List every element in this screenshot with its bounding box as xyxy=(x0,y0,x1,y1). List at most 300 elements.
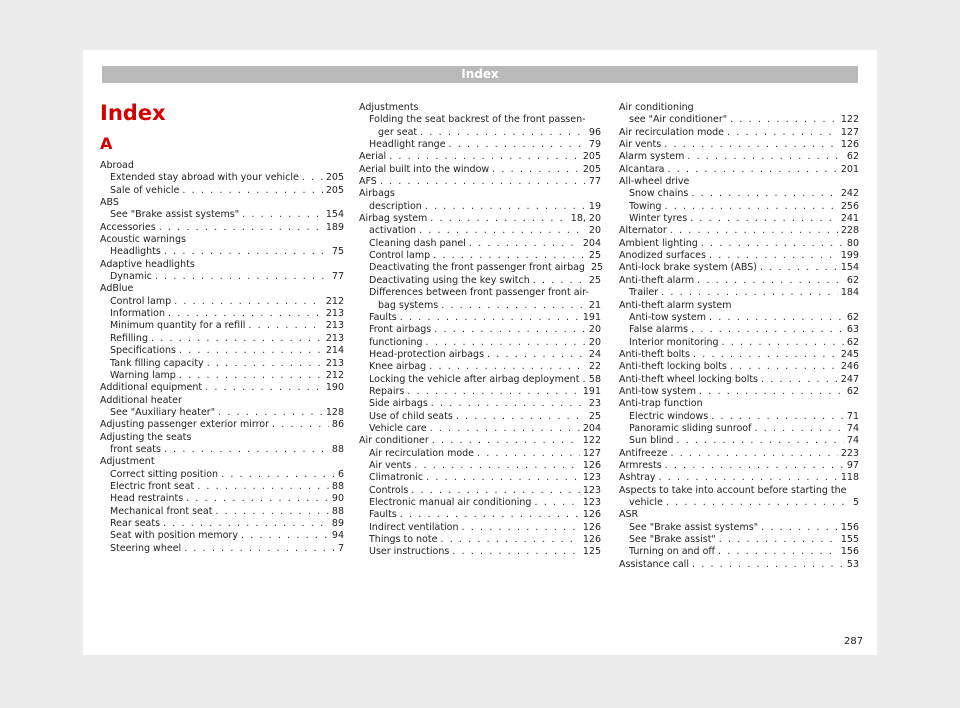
index-entry-page: 123 xyxy=(582,484,601,496)
index-entry xyxy=(359,225,601,237)
index-entry-term: Anti-tow system xyxy=(629,311,706,323)
index-entry-term: Ashtray xyxy=(619,472,656,484)
dot-leader xyxy=(179,345,323,357)
index-heading: Air conditioning xyxy=(619,102,694,113)
dot-leader xyxy=(687,151,844,163)
index-entry-page: 20 xyxy=(588,324,601,336)
index-entry-term: Air vents xyxy=(619,139,662,151)
index-entry-page: 212 xyxy=(325,369,344,381)
dot-leader xyxy=(163,518,329,530)
index-entry xyxy=(619,312,859,324)
dot-leader xyxy=(411,485,580,497)
index-entry-term: Minimum quantity for a refill xyxy=(110,320,246,332)
index-entry-term: See "Brake assist" xyxy=(629,534,716,546)
index-entry-term: Use of child seats xyxy=(369,410,453,422)
index-entry-term: User instructions xyxy=(369,546,450,558)
index-entry-term: Seat with position memory xyxy=(110,530,238,542)
dot-leader xyxy=(159,222,323,234)
index-entry xyxy=(619,472,859,484)
index-entry xyxy=(619,448,859,460)
index-entry-term: Locking the vehicle after airbag deployment xyxy=(369,373,580,385)
dot-leader xyxy=(389,151,580,163)
index-entry-page: 53 xyxy=(846,558,859,570)
dot-leader xyxy=(730,114,838,126)
index-entry-page: 204 xyxy=(582,422,601,434)
dot-leader xyxy=(462,522,580,534)
dot-leader xyxy=(182,185,322,197)
dot-leader xyxy=(400,312,580,324)
index-entry-page: 125 xyxy=(582,546,601,558)
index-entry-page: 62 xyxy=(846,311,859,323)
dot-leader xyxy=(207,358,323,370)
index-entry-term: Head-protection airbags xyxy=(369,348,485,360)
index-entry xyxy=(359,411,601,423)
index-entry xyxy=(359,485,601,497)
dot-leader xyxy=(701,238,844,250)
index-entry-page: 205 xyxy=(582,163,601,175)
index-entry xyxy=(619,559,859,571)
index-entry-page: 190 xyxy=(325,382,344,394)
index-entry xyxy=(100,493,344,505)
index-heading: AdBlue xyxy=(100,283,134,295)
index-entry-page: 96 xyxy=(588,126,601,138)
dot-leader xyxy=(430,423,580,435)
index-entry-term: Control lamp xyxy=(110,295,172,307)
index-entry-term: Knee airbag xyxy=(369,361,427,373)
index-entry-term: Side airbags xyxy=(369,398,428,410)
dot-leader xyxy=(425,201,586,213)
index-entry-term: functioning xyxy=(369,336,423,348)
index-entry xyxy=(619,546,859,558)
index-entry xyxy=(619,114,859,126)
dot-leader xyxy=(691,324,844,336)
index-entry-page: 74 xyxy=(846,422,859,434)
index-entry-page: 6 xyxy=(337,468,344,480)
index-entry-page: 127 xyxy=(582,447,601,459)
dot-leader xyxy=(168,308,323,320)
index-entry-term: Vehicle care xyxy=(369,422,427,434)
index-entry xyxy=(100,481,344,493)
index-heading: Anti-theft alarm system xyxy=(619,299,732,311)
dot-leader xyxy=(186,493,329,505)
dot-leader xyxy=(666,497,850,509)
dot-leader xyxy=(242,209,323,221)
index-entry-page: 246 xyxy=(840,361,859,373)
dot-leader xyxy=(426,472,580,484)
index-entry xyxy=(359,337,601,349)
index-entry-term: Cleaning dash panel xyxy=(369,237,466,249)
index-entry-page: 122 xyxy=(582,435,601,447)
index-entry-term: description xyxy=(369,200,422,212)
index-entry-page: 199 xyxy=(840,250,859,262)
index-entry-page: 213 xyxy=(325,357,344,369)
index-entry-term: Alternator xyxy=(619,225,667,237)
index-entry-term: Sale of vehicle xyxy=(110,184,180,196)
dot-leader xyxy=(434,324,586,336)
index-entry-term: Climatronic xyxy=(369,472,424,484)
index-entry-page: 201 xyxy=(840,163,859,175)
index-entry xyxy=(100,419,344,431)
index-entry-page: 79 xyxy=(588,139,601,151)
page-number: 287 xyxy=(844,636,864,647)
index-entry xyxy=(100,444,344,456)
index-entry-page: 184 xyxy=(840,287,859,299)
index-heading: Airbags xyxy=(359,188,395,200)
dot-leader xyxy=(420,127,586,139)
index-entry-page: 23 xyxy=(588,398,601,410)
index-entry xyxy=(359,374,601,386)
index-entry-page: 74 xyxy=(846,435,859,447)
index-entry-term: Additional equipment xyxy=(100,382,203,394)
index-entry-term: Towing xyxy=(629,200,662,212)
dot-leader xyxy=(164,246,329,258)
index-entry-term: Trailer xyxy=(629,287,659,299)
dot-leader xyxy=(487,349,586,361)
index-entry-page: 126 xyxy=(840,139,859,151)
index-entry-term: Aerial built into the window xyxy=(359,163,490,175)
index-entry-term: front seats xyxy=(110,443,161,455)
index-entry-page: 213 xyxy=(325,308,344,320)
dot-leader xyxy=(197,481,329,493)
dot-leader xyxy=(241,530,329,542)
index-entry xyxy=(619,287,859,299)
index-entry xyxy=(619,460,859,472)
dot-leader xyxy=(302,172,323,184)
index-entry-term: Steering wheel xyxy=(110,542,182,554)
section-letter: A xyxy=(100,134,113,153)
index-entry-page: 256 xyxy=(840,200,859,212)
index-entry-term: Accessories xyxy=(100,221,156,233)
index-entry-term: Alarm system xyxy=(619,151,685,163)
dot-leader xyxy=(426,337,586,349)
index-entry-page: 58 xyxy=(588,373,601,385)
index-column-3 xyxy=(619,102,859,571)
index-entry-page: 7 xyxy=(337,542,344,554)
index-entry-page: 205 xyxy=(325,184,344,196)
index-entry xyxy=(100,358,344,370)
index-entry xyxy=(100,543,344,555)
index-entry-term: Warning lamp xyxy=(110,369,176,381)
dot-leader xyxy=(151,333,323,345)
dot-leader xyxy=(221,469,335,481)
dot-leader xyxy=(697,275,844,287)
index-entry-page: 80 xyxy=(846,237,859,249)
index-entry-page: 88 xyxy=(331,480,344,492)
dot-leader xyxy=(664,139,838,151)
index-entry-term: Antifreeze xyxy=(619,447,668,459)
index-entry-page: 88 xyxy=(331,443,344,455)
index-entry-term: Headlights xyxy=(110,246,161,258)
index-entry-term: Anti-theft alarm xyxy=(619,274,695,286)
index-entry-page: 154 xyxy=(840,262,859,274)
dot-leader xyxy=(533,275,586,287)
index-entry xyxy=(619,262,859,274)
dot-leader xyxy=(659,472,838,484)
index-entry-page: 127 xyxy=(840,126,859,138)
dot-leader xyxy=(699,386,844,398)
index-entry xyxy=(619,139,859,151)
index-entry-term: Electric windows xyxy=(629,410,709,422)
index-entry xyxy=(359,497,601,509)
index-entry-term: Extended stay abroad with your vehicle xyxy=(110,172,299,184)
index-entry-term: See "Brake assist systems" xyxy=(110,209,240,221)
index-entry-term: see "Air conditioner" xyxy=(629,114,728,126)
index-entry-page: 213 xyxy=(325,332,344,344)
index-entry-page: 77 xyxy=(588,176,601,188)
index-entry xyxy=(359,238,601,250)
index-entry-term: Dynamic xyxy=(110,271,152,283)
index-entry-page: 205 xyxy=(582,151,601,163)
index-entry-term: Control lamp xyxy=(369,250,431,262)
index-entry xyxy=(359,546,601,558)
index-entry-term: Controls xyxy=(369,484,409,496)
index-entry-page: 89 xyxy=(331,517,344,529)
dot-leader xyxy=(215,506,328,518)
dot-leader xyxy=(164,444,329,456)
index-heading: Aspects to take into account before starting the xyxy=(619,484,847,496)
index-entry xyxy=(359,534,601,546)
dot-leader xyxy=(380,176,586,188)
index-entry xyxy=(619,275,859,287)
index-heading: ASR xyxy=(619,509,639,521)
index-entry xyxy=(359,448,601,460)
index-entry xyxy=(359,386,601,398)
index-entry-page: 123 xyxy=(582,497,601,508)
index-entry xyxy=(100,345,344,357)
dot-leader xyxy=(414,460,580,472)
index-entry-page: 228 xyxy=(840,225,859,237)
index-entry-page: 20 xyxy=(588,225,601,237)
index-entry-page: 126 xyxy=(582,534,601,546)
index-entry-page: 154 xyxy=(325,209,344,221)
dot-leader xyxy=(419,225,586,237)
index-heading: Adjusting the seats xyxy=(100,431,192,443)
index-entry xyxy=(100,172,344,184)
index-entry xyxy=(359,139,601,151)
index-heading: All-wheel drive xyxy=(619,176,690,188)
index-entry-page: 24 xyxy=(588,348,601,360)
dot-leader xyxy=(477,448,580,460)
index-entry xyxy=(100,333,344,345)
dot-leader xyxy=(179,370,323,382)
index-entry xyxy=(359,509,601,521)
index-entry-page: 25 xyxy=(588,410,601,422)
index-entry-term: Sun blind xyxy=(629,435,674,447)
running-header: Index xyxy=(102,66,858,83)
index-heading: Adaptive headlights xyxy=(100,258,195,270)
dot-leader xyxy=(205,382,323,394)
index-entry-page: 212 xyxy=(325,295,344,307)
index-entry xyxy=(359,423,601,435)
index-entry-page: 20 xyxy=(588,336,601,348)
index-entry xyxy=(619,361,859,373)
dot-leader xyxy=(184,543,335,555)
index-entry-term: Headlight range xyxy=(369,139,446,151)
index-heading: Additional heater xyxy=(100,394,182,406)
dot-leader xyxy=(722,337,844,349)
dot-leader xyxy=(452,546,580,558)
dot-leader xyxy=(431,398,586,410)
index-entry-term: Differences between front passenger front air- xyxy=(369,287,589,299)
index-entry-term: Electronic manual air conditioning xyxy=(369,497,532,508)
index-column-2 xyxy=(359,102,604,559)
index-entry-page: 62 xyxy=(846,274,859,286)
index-entry-page: 71 xyxy=(846,410,859,422)
index-entry xyxy=(100,469,344,481)
index-entry xyxy=(619,497,859,509)
index-entry xyxy=(359,250,601,262)
index-entry-term: Alcantara xyxy=(619,163,665,175)
index-entry-page: 18, 20 xyxy=(570,213,601,225)
index-heading: ABS xyxy=(100,197,119,209)
index-heading: Adjustment xyxy=(100,456,155,468)
index-entry-page: 128 xyxy=(325,406,344,418)
index-entry-page: 242 xyxy=(840,188,859,200)
index-entry xyxy=(359,312,601,324)
index-entry-page: 90 xyxy=(331,493,344,505)
dot-leader xyxy=(407,386,579,398)
index-entry xyxy=(619,151,859,163)
index-entry xyxy=(619,386,859,398)
index-entry-page: 156 xyxy=(840,521,859,533)
index-entry-term: Repairs xyxy=(369,385,405,397)
index-entry-page: 223 xyxy=(840,447,859,459)
index-entry-page: 25 xyxy=(590,262,604,274)
index-entry xyxy=(619,337,859,349)
index-entry-page: 19 xyxy=(588,200,601,212)
index-entry-term: Correct sitting position xyxy=(110,468,219,480)
index-entry-page: 191 xyxy=(582,385,601,397)
index-entry-page: 191 xyxy=(582,311,601,323)
index-entry xyxy=(619,238,859,250)
dot-leader xyxy=(709,312,844,324)
index-entry-page: 247 xyxy=(840,373,859,385)
dot-leader xyxy=(534,497,579,509)
index-entry-page: 214 xyxy=(325,345,344,357)
dot-leader xyxy=(440,534,579,546)
dot-leader xyxy=(155,271,329,283)
index-entry xyxy=(100,308,344,320)
index-entry-term: Folding the seat backrest of the front passen- xyxy=(369,114,586,126)
index-entry-page: 122 xyxy=(840,114,859,126)
index-entry-term: Anti-tow system xyxy=(619,385,696,397)
index-entry xyxy=(619,201,859,213)
dot-leader xyxy=(174,296,323,308)
dot-leader xyxy=(429,361,586,373)
index-entry xyxy=(619,423,859,435)
index-entry-term: See "Auxiliary heater" xyxy=(110,406,216,418)
dot-leader xyxy=(432,435,580,447)
dot-leader xyxy=(670,225,838,237)
dot-leader xyxy=(449,139,586,151)
index-entry-term: Deactivating using the key switch xyxy=(369,274,530,286)
dot-leader xyxy=(693,349,838,361)
index-entry-page: 245 xyxy=(840,348,859,360)
index-entry-page: 126 xyxy=(582,509,601,521)
index-entry xyxy=(100,209,344,221)
dot-leader xyxy=(400,509,580,521)
index-entry-term: Turning on and off xyxy=(629,546,715,558)
index-column-1 xyxy=(100,160,344,555)
index-entry xyxy=(619,374,859,386)
index-entry-term: Air recirculation mode xyxy=(369,447,475,459)
dot-leader xyxy=(665,460,844,472)
index-entry-page: 118 xyxy=(840,472,859,484)
dot-leader xyxy=(670,448,837,460)
index-entry xyxy=(359,324,601,336)
index-entry xyxy=(100,271,344,283)
index-entry-term: Front airbags xyxy=(369,324,432,336)
index-entry xyxy=(359,460,601,472)
index-entry xyxy=(359,127,601,139)
index-entry-term: Winter tyres xyxy=(629,213,688,225)
index-entry-page: 189 xyxy=(325,221,344,233)
index-entry-page: 205 xyxy=(325,172,344,184)
index-entry xyxy=(359,275,601,287)
dot-leader xyxy=(492,164,580,176)
index-entry-page: 25 xyxy=(588,250,601,262)
index-entry-page: 156 xyxy=(840,546,859,558)
index-entry-page: 94 xyxy=(331,530,344,542)
dot-leader xyxy=(709,250,838,262)
index-entry xyxy=(100,382,344,394)
index-entry xyxy=(619,164,859,176)
index-entry-page: 77 xyxy=(331,271,344,283)
index-entry-term: Aerial xyxy=(359,151,387,163)
dot-leader xyxy=(727,127,838,139)
index-entry-term: Faults xyxy=(369,509,397,521)
dot-leader xyxy=(718,546,838,558)
dot-leader xyxy=(430,213,567,225)
index-entry-term: Anodized surfaces xyxy=(619,250,706,262)
index-title: Index xyxy=(100,101,166,125)
index-entry xyxy=(359,151,601,163)
index-entry xyxy=(359,262,604,274)
index-entry-term: vehicle xyxy=(629,497,663,508)
index-entry-term: Armrests xyxy=(619,459,662,471)
index-entry-term: Information xyxy=(110,308,165,320)
index-heading: Anti-trap function xyxy=(619,398,703,410)
index-entry xyxy=(359,349,601,361)
index-entry xyxy=(100,246,344,258)
index-entry-term: Specifications xyxy=(110,345,176,357)
dot-leader xyxy=(719,534,838,546)
index-entry-term: Anti-theft wheel locking bolts xyxy=(619,373,759,385)
index-entry-page: 126 xyxy=(582,459,601,471)
index-entry-term: See "Brake assist systems" xyxy=(629,521,759,533)
index-entry xyxy=(100,407,344,419)
index-entry-term: bag systems xyxy=(378,299,439,311)
index-entry-page: 62 xyxy=(846,151,859,163)
dot-leader xyxy=(711,411,844,423)
index-entry xyxy=(619,250,859,262)
index-entry-page: 213 xyxy=(325,320,344,332)
index-entry xyxy=(100,222,344,234)
index-entry xyxy=(100,185,344,197)
index-entry-term: Air vents xyxy=(369,459,412,471)
index-entry xyxy=(619,522,859,534)
index-entry-term: Snow chains xyxy=(629,188,689,200)
dot-leader xyxy=(667,164,837,176)
index-entry xyxy=(619,324,859,336)
index-entry xyxy=(359,522,601,534)
index-entry-term: Adjusting passenger exterior mirror xyxy=(100,419,270,431)
index-entry-page: 75 xyxy=(331,246,344,258)
index-entry-term: Air conditioner xyxy=(359,435,429,447)
dot-leader xyxy=(692,559,844,571)
dot-leader xyxy=(661,287,838,299)
index-entry-page: 97 xyxy=(846,459,859,471)
